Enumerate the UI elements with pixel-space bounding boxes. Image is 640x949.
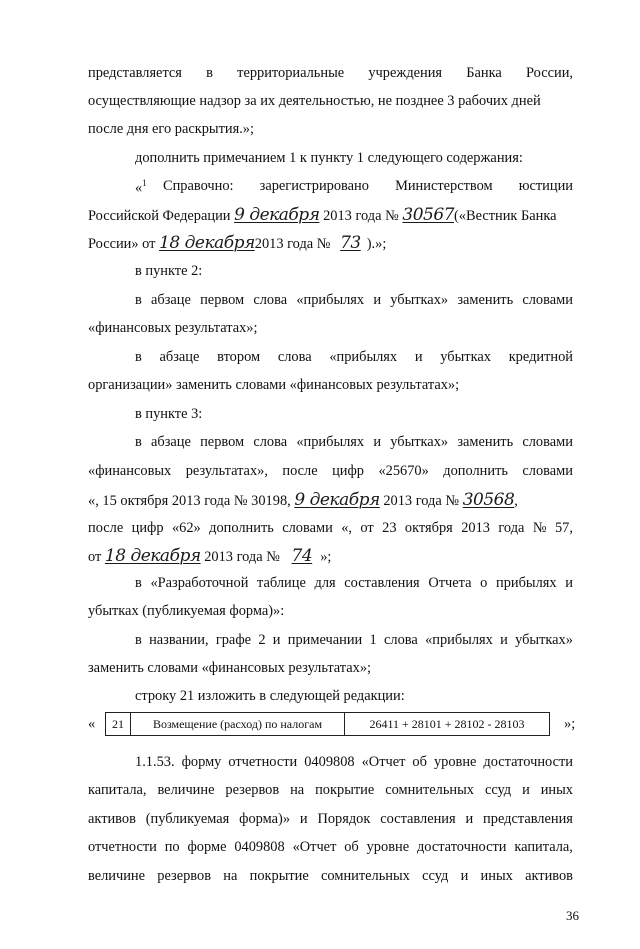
row-21-replacement <box>88 712 588 736</box>
word: покрытие <box>315 782 375 798</box>
word: в <box>135 434 142 450</box>
word: цифр <box>332 463 364 479</box>
p6-line-2: организации» заменить словами «финансовых результатах»; <box>88 377 460 393</box>
word: названии, <box>149 632 209 648</box>
handwritten-number-1: 30567 <box>402 205 455 225</box>
handwritten-date-1: 9 декабря <box>234 205 320 225</box>
word: № <box>532 520 547 536</box>
word: 0409808 <box>304 754 355 770</box>
word: и <box>373 434 382 450</box>
word: для <box>314 575 336 591</box>
word: уровне <box>366 839 410 855</box>
p6-line-1 <box>135 350 573 364</box>
p9-line-2: убытках (публикуемая форма)»: <box>88 603 285 619</box>
word: абзаце <box>159 349 200 365</box>
word: от <box>360 520 374 536</box>
word: юстиции <box>518 178 573 194</box>
word: убытках <box>440 349 491 365</box>
word: «62» <box>171 520 201 536</box>
p8-line-4 <box>88 521 573 535</box>
p1-line-2: осуществляющие надзор за их деятельностью, не позднее 3 рабочих дней <box>88 93 541 109</box>
footnote-marker: 1 <box>142 178 147 188</box>
word: убытках» <box>390 292 449 308</box>
p8-line-2 <box>88 464 573 478</box>
p8-line-1 <box>135 435 573 449</box>
word: «прибылях <box>296 292 365 308</box>
word: покрытие <box>249 868 309 884</box>
word: убытках» <box>515 632 573 648</box>
p12-line-1 <box>135 755 573 769</box>
p3-opening-quote: «$^1$ <box>135 178 147 196</box>
word: после <box>88 520 124 536</box>
p10-line-1 <box>135 633 573 647</box>
word: по <box>164 839 180 855</box>
word: на <box>290 782 305 798</box>
word: словами <box>522 463 573 479</box>
word: и <box>522 782 530 798</box>
word: «Отчет <box>292 839 337 855</box>
word: абзаце <box>151 434 191 450</box>
word: примечании <box>287 632 363 648</box>
word: 1 <box>369 632 377 648</box>
word: заменить <box>457 292 514 308</box>
word: результатах», <box>185 463 268 479</box>
p8-line-5: от 18 декабря 2013 года № 74 »; <box>88 546 332 566</box>
word: и <box>272 632 281 648</box>
word: в <box>135 349 142 365</box>
word: 23 <box>382 520 397 536</box>
handwritten-number-4: 74 <box>291 546 313 566</box>
word: убытках» <box>390 434 449 450</box>
word: и <box>500 632 508 648</box>
word: в <box>206 65 213 81</box>
word: втором <box>217 349 261 365</box>
word: на <box>223 868 238 884</box>
p7-line: в пункте 3: <box>135 406 203 422</box>
word: и <box>465 811 474 827</box>
word: «прибылях <box>329 349 398 365</box>
word: капитала, <box>88 782 147 798</box>
word: величине <box>157 782 215 798</box>
p12-line-5 <box>88 869 573 883</box>
word: отчетности <box>228 754 298 770</box>
word: сомнительных <box>321 868 410 884</box>
word: слова <box>253 434 288 450</box>
p3-line-2: Российской Федерации 9 декабря 2013 года № 30567(«Вестник Банка <box>88 205 557 225</box>
row-21-number: 21 <box>106 713 131 736</box>
word: и <box>460 868 469 884</box>
row-21-formula: 26411 + 28101 + 28102 - 28103 <box>345 713 550 736</box>
word: цифр <box>131 520 164 536</box>
word: зарегистрировано <box>259 178 369 194</box>
word: октября <box>404 520 453 536</box>
word: (публикуемая <box>145 811 230 827</box>
word: форма)» <box>239 811 291 827</box>
word: и <box>565 575 573 591</box>
p8-line-3: «, 15 октября 2013 года № 30198, 9 декабря 2013 года № 30568, <box>88 490 518 510</box>
row-21-close-quote: »; <box>564 716 576 732</box>
handwritten-number-3: 30568 <box>462 490 515 510</box>
document-page <box>0 44 640 949</box>
word: 57, <box>554 520 573 536</box>
p11-line: строку 21 изложить в следующей редакции: <box>135 688 405 704</box>
word: дополнить <box>209 520 274 536</box>
word: слова <box>384 632 418 648</box>
word: представляется <box>88 65 182 81</box>
word: словами <box>522 434 573 450</box>
word: отчетности <box>88 839 157 855</box>
word: таблице <box>257 575 306 591</box>
p2-line: дополнить примечанием 1 к пункту 1 следующего содержания: <box>135 150 523 166</box>
word: 0409808 <box>234 839 285 855</box>
table-row <box>106 713 550 736</box>
word: иных <box>480 868 513 884</box>
word: Справочно: <box>163 178 234 194</box>
word: прибылях <box>496 575 557 591</box>
word: Отчета <box>428 575 472 591</box>
word: в <box>135 632 142 648</box>
word: «прибылях <box>296 434 365 450</box>
word: 2 <box>258 632 266 648</box>
word: капитала, <box>514 839 573 855</box>
word: активов <box>525 868 573 884</box>
word: представления <box>483 811 573 827</box>
p1-line-1 <box>88 66 573 80</box>
word: сомнительных <box>385 782 474 798</box>
p5-line-2: «финансовых результатах»; <box>88 320 258 336</box>
word: уровне <box>433 754 477 770</box>
p1-line-3: после дня его раскрытия.»; <box>88 121 254 137</box>
word: учреждения <box>368 65 443 81</box>
word: в <box>135 292 142 308</box>
word: 2013 <box>461 520 490 536</box>
word: составления <box>344 575 420 591</box>
p12-line-4 <box>88 840 573 854</box>
word: и <box>299 811 308 827</box>
word: Министерством <box>395 178 493 194</box>
p3-line-3: России» от 18 декабря2013 года № 73 ).»; <box>88 233 387 253</box>
word: Порядок <box>317 811 371 827</box>
word: графе <box>215 632 252 648</box>
handwritten-date-2: 18 декабря <box>159 233 255 253</box>
word: заменить <box>457 434 514 450</box>
word: и <box>373 292 382 308</box>
p3-line-1 <box>163 179 573 193</box>
handwritten-date-3: 9 декабря <box>294 490 380 510</box>
word: и <box>414 349 423 365</box>
word: слова <box>277 349 312 365</box>
word: форме <box>187 839 227 855</box>
word: «Разработочной <box>150 575 249 591</box>
p5-line-1 <box>135 293 573 307</box>
word: достаточности <box>416 839 507 855</box>
p12-line-2 <box>88 783 573 797</box>
word: иных <box>540 782 573 798</box>
word: «25670» <box>378 463 429 479</box>
word: после <box>282 463 318 479</box>
word: словами <box>282 520 333 536</box>
word: об <box>344 839 359 855</box>
handwritten-date-4: 18 декабря <box>104 546 201 566</box>
word: «финансовых <box>88 463 172 479</box>
word: 1.1.53. <box>135 754 175 770</box>
word: ссуд <box>422 868 449 884</box>
word: ссуд <box>484 782 512 798</box>
word: форму <box>181 754 222 770</box>
p12-line-3 <box>88 812 573 826</box>
word: достаточности <box>483 754 573 770</box>
row-21-table <box>105 712 550 736</box>
word: первом <box>200 292 245 308</box>
word: России, <box>526 65 573 81</box>
page-number: 36 <box>566 908 579 923</box>
row-21-name: Возмещение (расход) по налогам <box>131 713 345 736</box>
word: о <box>480 575 488 591</box>
p9-line-1 <box>135 576 573 590</box>
handwritten-number-2: 73 <box>340 233 361 253</box>
p4-line: в пункте 2: <box>135 263 203 279</box>
word: активов <box>88 811 136 827</box>
word: словами <box>522 292 573 308</box>
row-21-open-quote: « <box>88 716 96 732</box>
word: в <box>135 575 142 591</box>
word: величине <box>88 868 146 884</box>
word: об <box>412 754 427 770</box>
word: составления <box>380 811 456 827</box>
word: года <box>498 520 525 536</box>
word: «Отчет <box>361 754 406 770</box>
word: кредитной <box>508 349 573 365</box>
word: резервов <box>225 782 280 798</box>
word: «, <box>341 520 353 536</box>
word: Банка <box>466 65 502 81</box>
word: дополнить <box>443 463 508 479</box>
word: территориальные <box>237 65 345 81</box>
p10-line-2: заменить словами «финансовых результатах»; <box>88 660 372 676</box>
word: «прибылях <box>425 632 493 648</box>
word: резервов <box>157 868 211 884</box>
word: первом <box>200 434 245 450</box>
word: слова <box>253 292 288 308</box>
word: абзаце <box>151 292 191 308</box>
